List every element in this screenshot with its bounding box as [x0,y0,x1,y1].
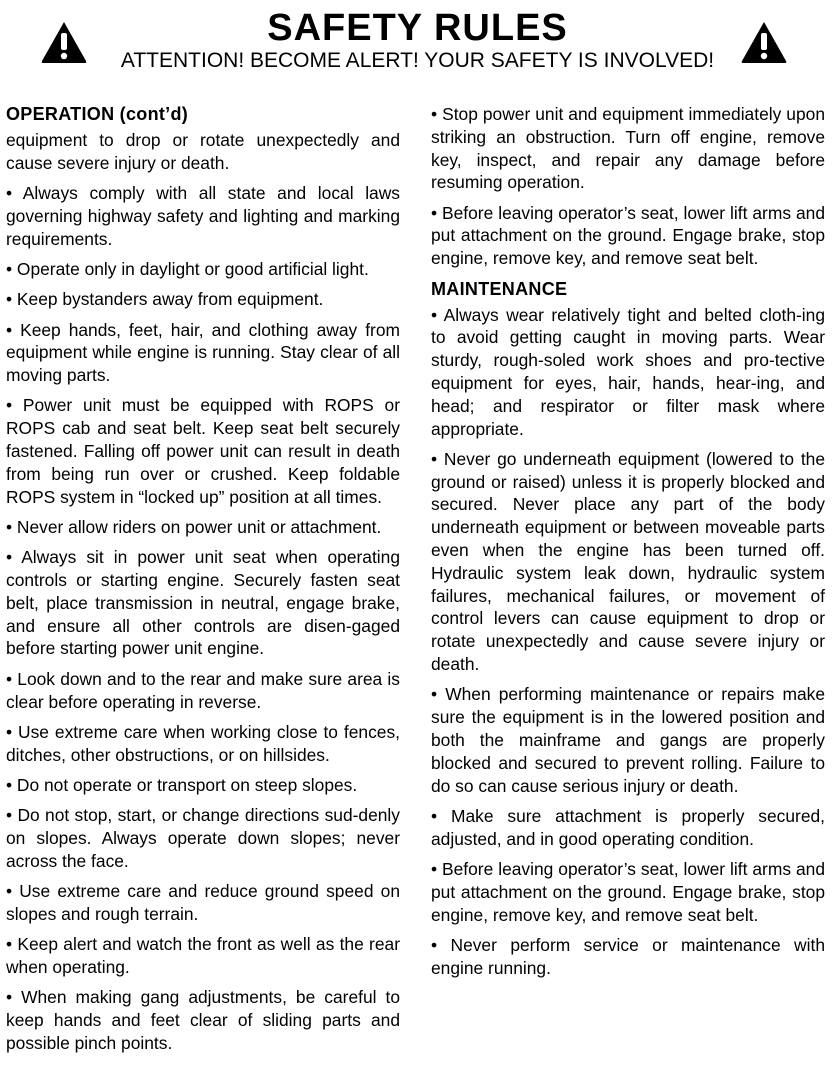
paragraph: equipment to drop or rotate unexpectedly and cause severe injury or death. [6,130,400,173]
safety-rule: • Before leaving operator’s seat, lower lift arms and put attachment on the ground. Engage brake, stop engine, remove key, and remove seat belt. [431,202,825,269]
safety-rule: • Operate only in daylight or good artificial light. [6,258,369,279]
page-subtitle: ATTENTION! BECOME ALERT! YOUR SAFETY IS INVOLVED! [120,49,715,72]
warning-triangle-icon [740,20,788,64]
safety-rule: • Look down and to the rear and make sure area is clear before operating in reverse. [6,668,400,712]
safety-rule: • Keep bystanders away from equipment. [6,289,324,310]
safety-rule: • When making gang adjustments, be careful to keep hands and feet clear of sliding parts and possible pinch points. [6,987,400,1053]
section-heading-maintenance: MAINTENANCE [431,278,568,299]
left-column [6,103,400,1062]
safety-rule: • Keep alert and watch the front as well as the rear when operating. [6,934,400,977]
safety-rule: • Always wear relatively tight and belted cloth-ing to avoid getting caught in moving parts. Wear sturdy, rough-soled work shoes and pro-tective equipment for eyes, hair, hands, hear-ing, and head; and respirator or filter mask where appropriate. [431,304,825,439]
safety-rule: • Before leaving operator’s seat, lower lift arms and put attachment on the ground. Engage brake, stop engine, remove key, and remove seat belt. [431,858,825,925]
safety-rule: • Keep hands, feet, hair, and clothing away from equipment while engine is running. Stay clear of all moving parts. [6,319,400,386]
safety-rule: • When performing maintenance or repairs make sure the equipment is in the lowered position and both the mainframe and gangs are properly blocked and secured to prevent rolling. Failure to do so can cause serious injury or death. [431,684,825,796]
safety-rule: • Never perform service or maintenance with engine running. [431,934,825,978]
safety-rule: • Make sure attachment is properly secured, adjusted, and in good operating condition. [431,805,825,849]
safety-rule: • Power unit must be equipped with ROPS or ROPS cab and seat belt. Keep seat belt securely fastened. Falling off power unit can result in death from being run over or crushed. Keep foldable ROPS system in “locked up” position at all times. [6,395,400,507]
page-header [0,0,835,80]
safety-rule: • Do not operate or transport on steep slopes. [6,774,358,795]
safety-rule: • Always sit in power unit seat when operating controls or starting engine. Securely fasten seat belt, place transmission in neutral, engage brake, and ensure all other controls are disen-gaged before starting power unit engine. [6,547,400,659]
safety-rule: • Always comply with all state and local laws governing highway safety and lighting and marking requirements. [6,183,400,249]
safety-rule: • Use extreme care and reduce ground speed on slopes and rough terrain. [6,881,400,924]
safety-rule: • Stop power unit and equipment immediately upon striking an obstruction. Turn off engine, remove key, inspect, and repair any damage before resuming operation. [431,104,825,193]
safety-rule: • Never go underneath equipment (lowered to the ground or raised) unless it is properly blocked and secured. Never place any part of the body underneath equipment or between moveable parts even when the engine has been turned off. Hydraulic system leak down, hydraulic system failures, mechanical failures, or movement of control levers can cause equipment to drop or rotate unexpectedly and cause severe injury or death. [431,448,825,675]
page-title: SAFETY RULES [267,7,568,49]
safety-rule: • Do not stop, start, or change directions sud-denly on slopes. Always operate down slopes; never across the face. [6,805,400,871]
section-heading-operation: OPERATION (cont’d) [6,104,189,124]
safety-rule: • Never allow riders on power unit or attachment. [6,516,382,537]
safety-rule: • Use extreme care when working close to fences, ditches, other obstructions, or on hillsides. [6,721,400,765]
right-column [431,103,825,987]
